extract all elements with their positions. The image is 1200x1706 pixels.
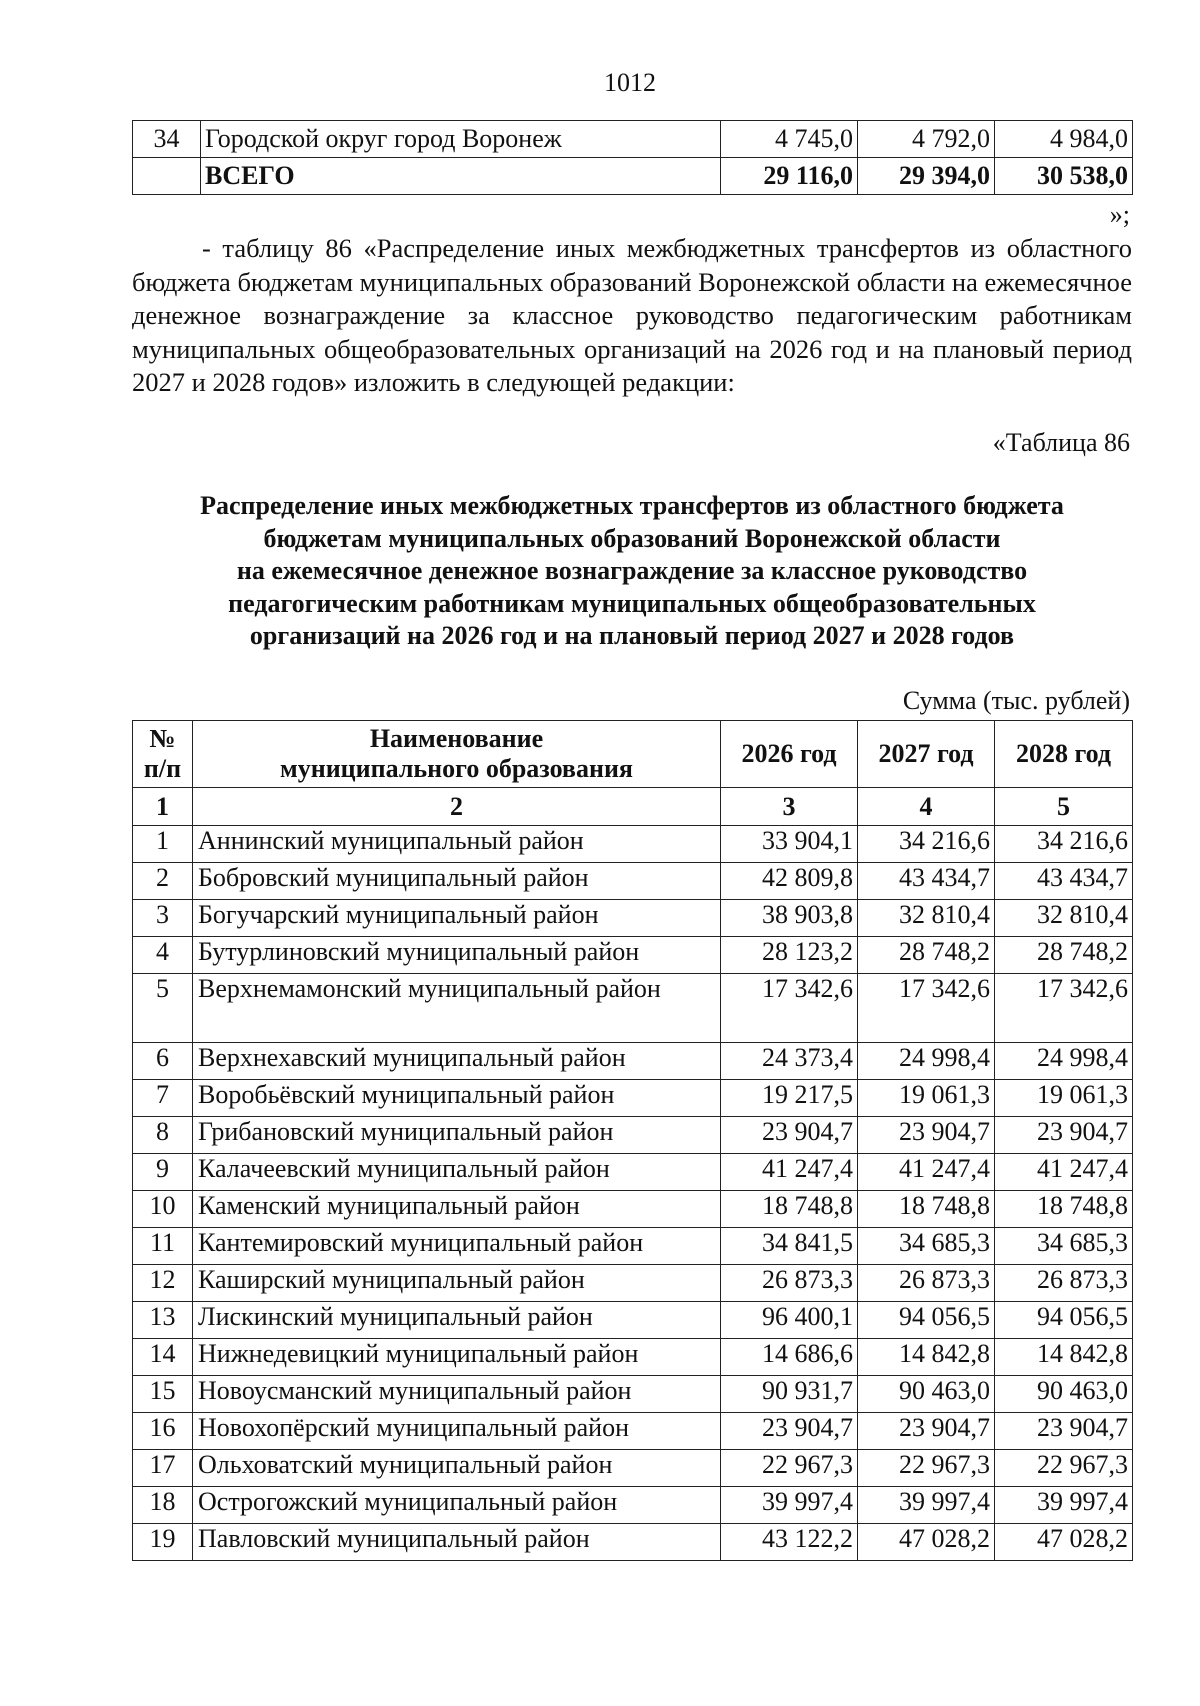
header-number-line2: п/п — [143, 754, 182, 783]
value-2028: 47 028,2 — [995, 1524, 1133, 1561]
value-2028: 32 810,4 — [995, 900, 1133, 937]
header-name-line2: муниципального образования — [280, 754, 633, 783]
value-2027: 22 967,3 — [858, 1450, 995, 1487]
amendment-text: - таблицу 86 «Распределение иных межбюджетных трансфертов из областного бюджета бюджетам муниципальных образований Воронежской области на ежемесячное денежное вознаграждение за классное руководство педагогическим работникам муниципальных общеобразовательных организаций на 2026 год и на плановый период 2027 и 2028 годов» изложить в следующей редакции: — [132, 233, 1132, 397]
value-2026: 4 745,0 — [721, 121, 858, 158]
value-2026: 34 841,5 — [721, 1228, 858, 1265]
value-2026: 43 122,2 — [721, 1524, 858, 1561]
table-row — [133, 1080, 1133, 1117]
value-2027: 47 028,2 — [858, 1524, 995, 1561]
value-2027: 18 748,8 — [858, 1191, 995, 1228]
value-2026: 26 873,3 — [721, 1265, 858, 1302]
municipality-name: Грибановский муниципальный район — [193, 1117, 721, 1154]
value-2026: 19 217,5 — [721, 1080, 858, 1117]
row-number: 17 — [133, 1450, 193, 1487]
amendment-paragraph — [132, 232, 1132, 400]
page-number: 1012 — [604, 68, 656, 97]
table-heading — [132, 490, 1132, 653]
table-row — [133, 1191, 1133, 1228]
column-number: 3 — [721, 788, 858, 826]
value-2027: 39 997,4 — [858, 1487, 995, 1524]
value-2027: 24 998,4 — [858, 1043, 995, 1080]
total-2028: 30 538,0 — [995, 158, 1133, 195]
row-number: 15 — [133, 1376, 193, 1413]
municipality-name: Новохопёрский муниципальный район — [193, 1413, 721, 1450]
row-number: 8 — [133, 1117, 193, 1154]
total-2027: 29 394,0 — [858, 158, 995, 195]
table-row — [133, 937, 1133, 974]
distribution-table — [132, 720, 1133, 1561]
row-number: 5 — [133, 974, 193, 1043]
value-2026: 33 904,1 — [721, 826, 858, 863]
municipality-name: Новоусманский муниципальный район — [193, 1376, 721, 1413]
table-row — [133, 1339, 1133, 1376]
value-2028: 39 997,4 — [995, 1487, 1133, 1524]
municipality-name: Каменский муниципальный район — [193, 1191, 721, 1228]
header-2026: 2026 год — [721, 721, 858, 788]
value-2028: 23 904,7 — [995, 1117, 1133, 1154]
value-2026: 41 247,4 — [721, 1154, 858, 1191]
table-row — [133, 826, 1133, 863]
municipality-name: Ольховатский муниципальный район — [193, 1450, 721, 1487]
row-number: 2 — [133, 863, 193, 900]
value-2027: 28 748,2 — [858, 937, 995, 974]
value-2028: 19 061,3 — [995, 1080, 1133, 1117]
value-2028: 34 685,3 — [995, 1228, 1133, 1265]
value-2026: 38 903,8 — [721, 900, 858, 937]
previous-table — [132, 120, 1133, 195]
table-row — [133, 1376, 1133, 1413]
units-note: Сумма (тыс. рублей) — [902, 686, 1130, 715]
row-number: 6 — [133, 1043, 193, 1080]
row-number: 13 — [133, 1302, 193, 1339]
value-2027: 34 216,6 — [858, 826, 995, 863]
value-2026: 22 967,3 — [721, 1450, 858, 1487]
value-2027: 17 342,6 — [858, 974, 995, 1043]
table-row — [133, 1228, 1133, 1265]
value-2027: 43 434,7 — [858, 863, 995, 900]
column-number: 2 — [193, 788, 721, 826]
municipality-name: Калачеевский муниципальный район — [193, 1154, 721, 1191]
table-row — [133, 1043, 1133, 1080]
row-number — [133, 158, 201, 195]
value-2027: 19 061,3 — [858, 1080, 995, 1117]
table-row — [133, 1413, 1133, 1450]
value-2027: 34 685,3 — [858, 1228, 995, 1265]
row-number: 34 — [133, 121, 201, 158]
municipality-name: Бутурлиновский муниципальный район — [193, 937, 721, 974]
value-2028: 41 247,4 — [995, 1154, 1133, 1191]
heading-line: педагогическим работникам муниципальных общеобразовательных — [228, 588, 1036, 618]
header-row — [133, 721, 1133, 788]
row-number: 16 — [133, 1413, 193, 1450]
value-2026: 28 123,2 — [721, 937, 858, 974]
value-2026: 23 904,7 — [721, 1117, 858, 1154]
value-2028: 14 842,8 — [995, 1339, 1133, 1376]
previous-table-row — [133, 121, 1133, 158]
row-number: 14 — [133, 1339, 193, 1376]
row-number: 4 — [133, 937, 193, 974]
row-number: 19 — [133, 1524, 193, 1561]
municipality-name: Острогожский муниципальный район — [193, 1487, 721, 1524]
previous-table-total-row — [133, 158, 1133, 195]
table-row — [133, 1154, 1133, 1191]
row-number: 12 — [133, 1265, 193, 1302]
heading-line: Распределение иных межбюджетных трансфертов из областного бюджета — [200, 491, 1064, 520]
municipality-name: Бобровский муниципальный район — [193, 863, 721, 900]
value-2026: 14 686,6 — [721, 1339, 858, 1376]
row-number: 9 — [133, 1154, 193, 1191]
value-2027: 23 904,7 — [858, 1413, 995, 1450]
municipality-name: Кантемировский муниципальный район — [193, 1228, 721, 1265]
value-2027: 41 247,4 — [858, 1154, 995, 1191]
value-2028: 43 434,7 — [995, 863, 1133, 900]
municipality-name: Павловский муниципальный район — [193, 1524, 721, 1561]
value-2026: 18 748,8 — [721, 1191, 858, 1228]
value-2027: 4 792,0 — [858, 121, 995, 158]
value-2027: 14 842,8 — [858, 1339, 995, 1376]
column-number: 4 — [858, 788, 995, 826]
closing-quote: »; — [1109, 200, 1130, 229]
heading-line: бюджетам муниципальных образований Воронежской области — [263, 523, 1001, 553]
value-2028: 4 984,0 — [995, 121, 1133, 158]
header-2027: 2027 год — [858, 721, 995, 788]
total-2026: 29 116,0 — [721, 158, 858, 195]
header-number — [133, 721, 193, 788]
municipality-name: Верхнемамонский муниципальный район — [193, 974, 721, 1043]
value-2026: 90 931,7 — [721, 1376, 858, 1413]
value-2028: 18 748,8 — [995, 1191, 1133, 1228]
value-2027: 90 463,0 — [858, 1376, 995, 1413]
table-row — [133, 974, 1133, 1043]
value-2026: 39 997,4 — [721, 1487, 858, 1524]
value-2028: 23 904,7 — [995, 1413, 1133, 1450]
value-2026: 17 342,6 — [721, 974, 858, 1043]
table-row — [133, 1302, 1133, 1339]
value-2027: 23 904,7 — [858, 1117, 995, 1154]
heading-line: на ежемесячное денежное вознаграждение за классное руководство — [236, 556, 1028, 585]
column-number-row — [133, 788, 1133, 826]
table-row — [133, 1524, 1133, 1561]
value-2026: 23 904,7 — [721, 1413, 858, 1450]
header-2028: 2028 год — [995, 721, 1133, 788]
table-row — [133, 900, 1133, 937]
table-row — [133, 1450, 1133, 1487]
header-number-line1: № — [149, 724, 176, 753]
row-number: 7 — [133, 1080, 193, 1117]
column-number: 1 — [133, 788, 193, 826]
municipality-name: Каширский муниципальный район — [193, 1265, 721, 1302]
municipality-name: Верхнехавский муниципальный район — [193, 1043, 721, 1080]
value-2026: 96 400,1 — [721, 1302, 858, 1339]
column-number: 5 — [995, 788, 1133, 826]
value-2028: 26 873,3 — [995, 1265, 1133, 1302]
municipality-name: Богучарский муниципальный район — [193, 900, 721, 937]
header-name-line1: Наименование — [369, 724, 544, 753]
row-number: 1 — [133, 826, 193, 863]
table-row — [133, 1487, 1133, 1524]
municipality-name: Аннинский муниципальный район — [193, 826, 721, 863]
heading-line: организаций на 2026 год и на плановый период 2027 и 2028 годов — [249, 621, 1015, 650]
table-row — [133, 1117, 1133, 1154]
value-2026: 24 373,4 — [721, 1043, 858, 1080]
row-number: 10 — [133, 1191, 193, 1228]
value-2027: 94 056,5 — [858, 1302, 995, 1339]
value-2027: 32 810,4 — [858, 900, 995, 937]
value-2026: 42 809,8 — [721, 863, 858, 900]
value-2028: 22 967,3 — [995, 1450, 1133, 1487]
value-2028: 24 998,4 — [995, 1043, 1133, 1080]
table-row — [133, 863, 1133, 900]
value-2028: 28 748,2 — [995, 937, 1133, 974]
municipality-name: Городской округ город Воронеж — [201, 121, 721, 158]
value-2028: 94 056,5 — [995, 1302, 1133, 1339]
table-row — [133, 1265, 1133, 1302]
row-number: 18 — [133, 1487, 193, 1524]
municipality-name: Нижнедевицкий муниципальный район — [193, 1339, 721, 1376]
total-label: ВСЕГО — [201, 158, 721, 195]
municipality-name: Воробьёвский муниципальный район — [193, 1080, 721, 1117]
table-label: «Таблица 86 — [992, 428, 1130, 457]
value-2027: 26 873,3 — [858, 1265, 995, 1302]
value-2028: 34 216,6 — [995, 826, 1133, 863]
row-number: 3 — [133, 900, 193, 937]
municipality-name: Лискинский муниципальный район — [193, 1302, 721, 1339]
row-number: 11 — [133, 1228, 193, 1265]
header-name — [193, 721, 721, 788]
value-2028: 90 463,0 — [995, 1376, 1133, 1413]
value-2028: 17 342,6 — [995, 974, 1133, 1043]
